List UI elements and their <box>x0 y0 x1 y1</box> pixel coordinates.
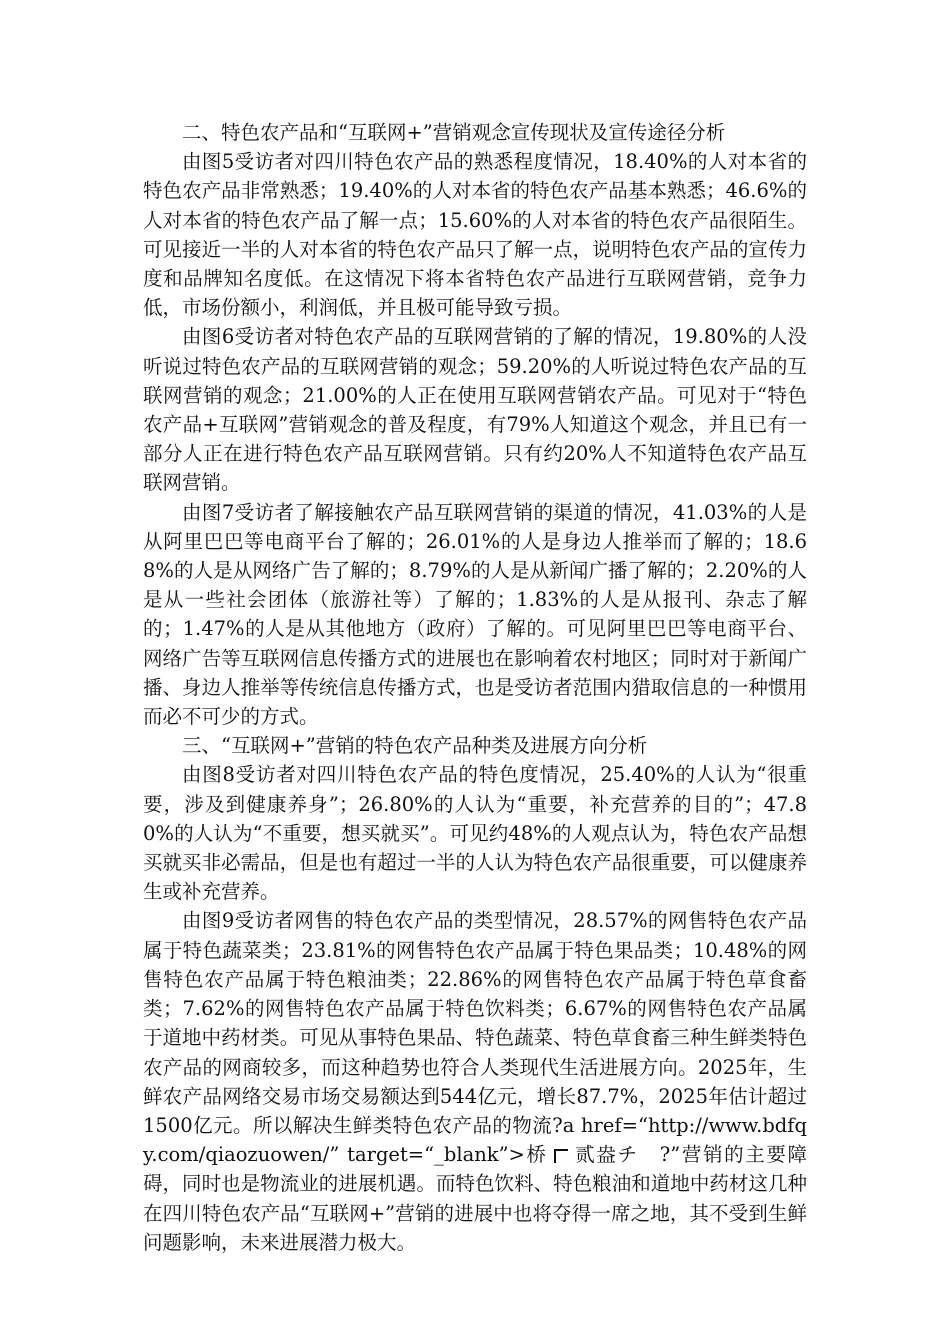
paragraph-figure-9 <box>143 906 807 1256</box>
section-3-heading: 三、“互联网+”营销的特色农产品种类及进展方向分析 <box>182 734 648 758</box>
paragraph-figure-5: 由图5受访者对四川特色农产品的熟悉程度情况，18.40%的人对本省的特色农产品非常熟悉；19.40%的人对本省的特色农产品基本熟悉；46.6%的人对本省的特色农产品了解一点；15.60%的人对本省的特色农产品很陌生。可见接近一半的人对本省的特色农产品只了解一点，说明特色农产品的宣传力度和品牌知名度低。在这情况下将本省特色农产品进行互联网营销，竞争力低，市场份额小，利润低，并且极可能导致亏损。 <box>143 150 807 320</box>
paragraph-figure-6: 由图6受访者对特色农产品的互联网营销的了解的情况，19.80%的人没听说过特色农产品的互联网营销的观念；59.20%的人听说过特色农产品的互联网营销的观念；21.00%的人正在使用互联网营销农产品。可见对于“特色农产品+互联网”营销观念的普及程度，有79%人知道这个观念，并且已有一部分人正在进行特色农产品互联网营销。只有约20%人不知道特色农产品互联网营销。 <box>143 325 807 495</box>
paragraph-figure-9-part-b: 贰盎チ ?”营销的主要障碍，同时也是物流业的进展机遇。而特色饮料、特色粮油和道地中药材这几种在四川特色农产品“互联网+”营销的进展中也将夺得一席之地，其不受到生鲜问题影响，未来进展潜力极大。 <box>143 1143 807 1254</box>
document-body <box>143 118 807 1257</box>
paragraph-figure-7: 由图7受访者了解接触农产品互联网营销的渠道的情况，41.03%的人是从阿里巴巴等电商平台了解的；26.01%的人是身边人推举而了解的；18.68%的人是从网络广告了解的；8.79%的人是从新闻广播了解的；2.20%的人是从一些社会团体（旅游社等）了解的；1.83%的人是从报刊、杂志了解的；1.47%的人是从其他地方（政府）了解的。可见阿里巴巴等电商平台、网络广告等互联网信息传播方式的进展也在影响着农村地区；同时对于新闻广播、身边人推举等传统信息传播方式，也是受访者范围内猎取信息的一种惯用而必不可少的方式。 <box>143 500 807 729</box>
paragraph-figure-8: 由图8受访者对四川特色农产品的特色度情况，25.40%的人认为“很重要，涉及到健康养身”；26.80%的人认为“重要，补充营养的目的”；47.80%的人认为“不重要，想买就买”。可见约48%的人观点认为，特色农产品想买就买非必需品，但是也有超过一半的人认为特色农产品很重要，可以健康养生或补充营养。 <box>143 763 807 904</box>
paragraph-figure-9-part-a: 由图9受访者网售的特色农产品的类型情况，28.57%的网售特色农产品属于特色蔬菜类；23.81%的网售特色农产品属于特色果品类；10.48%的网售特色农产品属于特色粮油类；22.86%的网售特色农产品属于特色草食畜类；7.62%的网售特色农产品属于特色饮料类；6.67%的网售特色农产品属于道地中药材类。可见从事特色果品、特色蔬菜、特色草食畜三种生鲜类特色农产品的网商较多，而这种趋势也符合人类现代生活进展方向。2025年，生鲜农产品网络交易市场交易额达到544亿元，增长87.7%，2025年估计超过1500亿元。所以解决生鲜类特色农产品的物流?a href=“http://www.bdfqy.com/qiaozuowen/” target=“_blank”>桥 <box>143 909 807 1167</box>
garbled-corner-glyph-icon <box>554 1149 568 1163</box>
section-2-heading: 二、特色农产品和“互联网+”营销观念宣传现状及宣传途径分析 <box>182 121 726 144</box>
